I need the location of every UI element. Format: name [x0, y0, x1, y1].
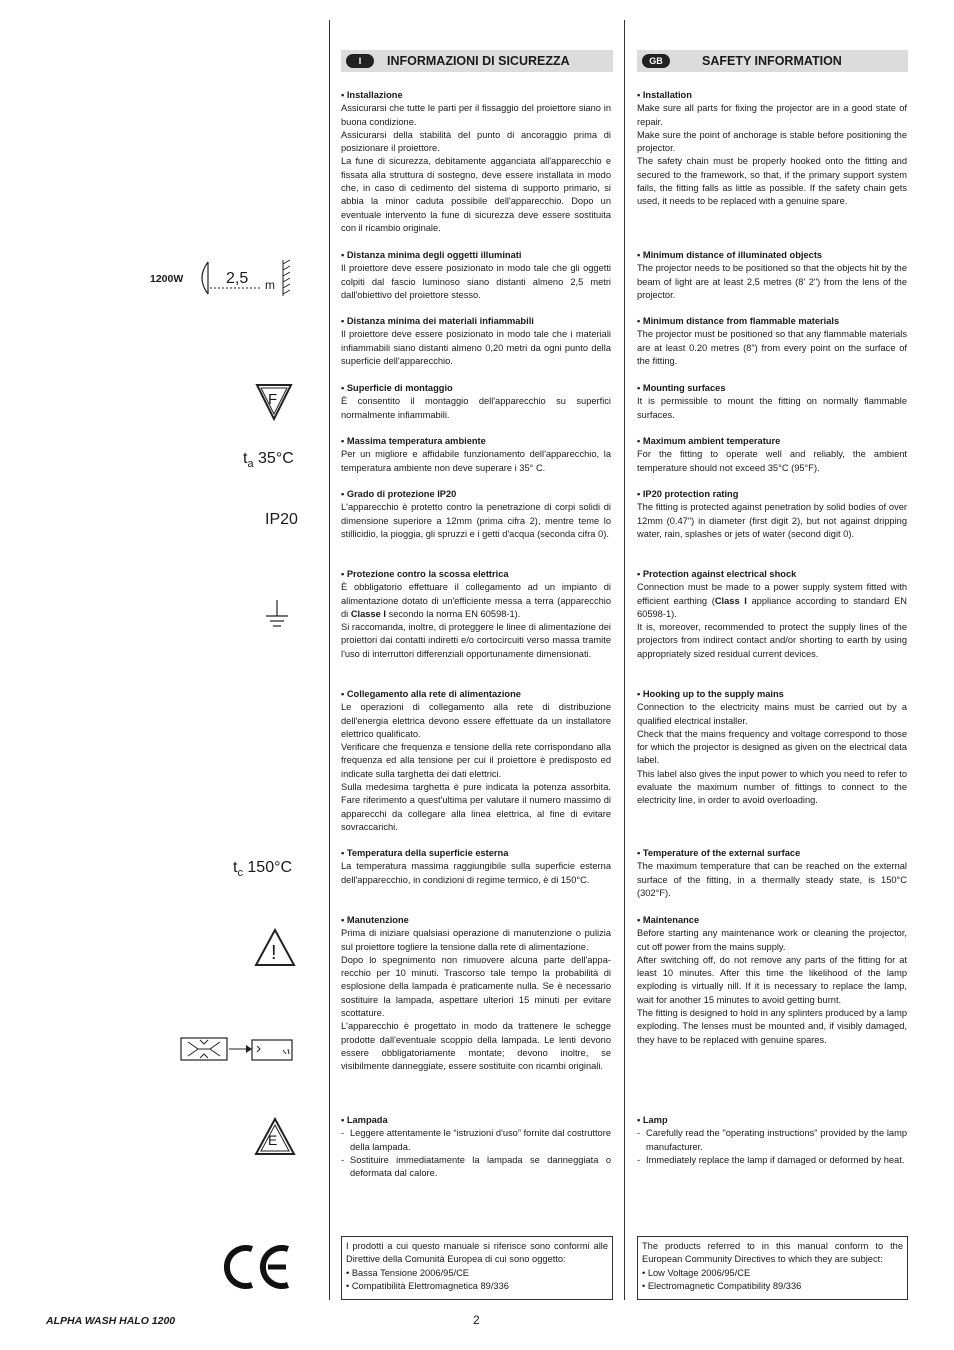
badge-gb: GB: [642, 54, 670, 68]
it-s8-text3: Sulla medesima targhetta è pure indicata la potenza assorbita. Fare riferimento a quest'ultima per valutare il numero massimo di apparecchi da collegare alla linea elettrica, al fine di evitare sovraccarichi.: [341, 782, 611, 832]
it-s1-text3: La fune di sicurezza, debitamente agganciata all'apparecchio e fissata alla struttura di sostegno, deve essere installata in modo che, in caso di cedimento del sistema di supporto primario, si abbia la minor caduta possibile dell'apparecchio. Dopo un eventuale intervento la fune di sicurezza deve essere sostituita con il ricambio originale.: [341, 156, 611, 233]
it-max-ambient-temp: [341, 435, 611, 475]
gb-s2-text: The projector needs to be positioned so that the objects hit by the beam of light are at least 2,5 metres (8' 2") from the lens of the projector.: [637, 263, 907, 300]
gb-s7-class: Class I: [714, 595, 747, 606]
it-s1-text: Assicurarsi che tutte le parti per il fissaggio del proiettore siano in buona condizione.: [341, 103, 611, 127]
lamp-letter: E: [268, 1132, 278, 1148]
it-lamp-item-1: Leggere attentamente le “istruzioni d'uso” fornite dal costruttore della lampada.: [350, 1128, 611, 1152]
ambient-temp: [243, 450, 294, 470]
gb-mains-connection: [637, 688, 907, 808]
it-s2-heading: • Distanza minima degli oggetti illuminati: [341, 250, 522, 260]
tc-prefix: t: [233, 859, 238, 876]
it-conformity-box: [341, 1236, 613, 1300]
center-divider: [624, 20, 625, 1300]
gb-s7-heading: • Protection against electrical shock: [637, 569, 797, 579]
it-s5-text: Per un migliore e affidabile funzionamento dell'apparecchio, la temperatura ambiente non deve superare i 35° C.: [341, 449, 611, 473]
it-s4-heading: • Superficie di montaggio: [341, 383, 453, 393]
it-ip-rating: [341, 488, 611, 541]
header-gb-title: SAFETY INFORMATION: [702, 54, 842, 68]
gb-lamp-item-2: Immediately replace the lamp if damaged or deformed by heat.: [646, 1154, 905, 1165]
gb-s10-text2: After switching off, do not remove any parts of the fitting for at least 10 minutes. After this time the likelihood of the lamp exploding is virtually nill. If it is necessary to replace the lamp, wait for another 15 minutes to avoid getting burnt.: [637, 954, 907, 1005]
flammable-letter: F: [268, 391, 278, 408]
it-surface-temp: [341, 847, 611, 887]
distance-value: 2,5: [226, 270, 249, 287]
gb-s6-heading: • IP20 protection rating: [637, 489, 739, 499]
gb-s1-text2: Make sure the point of anchorage is stable before positioning the projector.: [637, 129, 907, 154]
it-lamp: [341, 1114, 611, 1180]
gb-s5-heading: • Maximum ambient temperature: [637, 436, 781, 446]
it-s9-text: La temperatura massima raggiungibile sulla superficie esterna dell'apparecchio, in condizioni di regime termico, è di 150°C.: [341, 861, 611, 885]
it-mains-connection: [341, 688, 611, 834]
gb-s7-text: [637, 581, 907, 621]
earth-ground-icon: [264, 598, 290, 632]
left-divider: [329, 20, 330, 1300]
it-box-text: I prodotti a cui questo manuale si riferisce sono conformi alle Direttive della Comunità Europea di cui sono oggetto:: [346, 1241, 608, 1265]
it-s6-heading: • Grado di protezione IP20: [341, 489, 457, 499]
gb-s1-text: Make sure all parts for fixing the projector are in a good state of repair.: [637, 103, 907, 127]
gb-s1-heading: • Installation: [637, 90, 692, 100]
gb-s9-text: The maximum temperature that can be reached on the external surface of the fitting, in a thermally steady state, is 150°C (302°F).: [637, 861, 907, 898]
it-mounting-surface: [341, 382, 611, 422]
gb-installation: [637, 89, 907, 209]
it-s7-text3: Si raccomanda, inoltre, di proteggere le linee di alimentazione dei proiettori dai contatti indiretti e/o cortocircuiti verso massa tramite l'uso di interruttori differenziali opportunamente dimensionati.: [341, 622, 611, 659]
gb-s8-text3: This label also gives the input power to which you need to refer to evaluate the maximum number of fittings to connect to the electricity line, in order to avoid overloading.: [637, 768, 907, 806]
header-english: [637, 50, 908, 72]
it-s6-text: L'apparecchio è protetto contro la penetrazione di corpi solidi di dimensione superiore a 12mm (prima cifra 2), mentre teme lo stillicidio, la pioggia, gli spruzzi e i getti d'acqua (seconda cifra 0).: [341, 502, 611, 539]
gb-lamp-item-1: Carefully read the "operating instructions" provided by the lamp manufacturer.: [646, 1128, 907, 1152]
it-s10-text3: L'apparecchio è progettato in modo da trattenere le schegge prodotte dall'eventuale scoppio della lampada. Le lenti devono essere obbligatoriamente montate; devono inoltre, se visibilmente danneggiate, essere sostituite con ricambi originali.: [341, 1021, 611, 1072]
gb-s3-heading: • Minimum distance from flammable materials: [637, 316, 840, 326]
gb-s10-text3: The fitting is designed to hold in any splinters produced by a lamp exploding. The lenses must be mounted and, if visibly damaged, they have to be replaced with genuine spares.: [637, 1008, 907, 1045]
ta-value: 35°C: [258, 450, 294, 467]
gb-lamp-item: - Immediately replace the lamp if damaged or deformed by heat.: [637, 1154, 907, 1167]
gb-maintenance: [637, 914, 907, 1047]
warning-mark: !: [271, 942, 277, 964]
ip-rating: IP20: [265, 511, 298, 528]
power-label: 1200W: [150, 273, 184, 285]
it-electric-shock: [341, 568, 611, 661]
gb-conformity-box: [637, 1236, 908, 1300]
ce-mark-icon: [222, 1243, 294, 1291]
tc-value: 150°C: [247, 859, 293, 876]
it-s5-heading: • Massima temperatura ambiente: [341, 436, 486, 446]
distance-unit: m: [265, 278, 275, 292]
gb-min-distance-objects: [637, 249, 907, 302]
gb-s3-text: The projector must be positioned so that any flammable materials are at least 0.20 metres (8") from every point on the surface of the fitting.: [637, 329, 907, 366]
it-s3-text: Il proiettore deve essere posizionato in modo tale che i materiali infiammabili siano distanti almeno 0,20 metri da ogni punto della superficie dell'apparecchio.: [341, 329, 611, 366]
it-box-line1: • Bassa Tensione 2006/95/CE: [346, 1267, 469, 1278]
page-number: 2: [473, 1313, 480, 1327]
it-installation: [341, 89, 611, 235]
gb-s11-heading: • Lamp: [637, 1115, 668, 1125]
it-s1-heading: • Installazione: [341, 90, 403, 100]
it-s8-text2: Verificare che frequenza e tensione della rete corrispondano alla frequenza ed alla tensione per cui il proiettore è predisposto ed indicate sulla targhetta dei dati elettrici.: [341, 742, 611, 779]
gb-ip-rating: [637, 488, 907, 541]
gb-s1-text3: The safety chain must be properly hooked onto the fitting and secured to the framework, so that, if the primary support system fails, the fitting falls as little as possible. If the safety chain gets used, it needs to be replaced with a genuine spare.: [637, 156, 907, 207]
gb-mounting-surface: [637, 382, 907, 422]
it-s7-text: [341, 581, 611, 621]
it-s10-text2: Dopo lo spegnimento non rimuovere alcuna parte dell'appa-recchio per 10 minuti. Trascorso tale tempo la probabilità di esplosione della lampada è praticamente nulla. Se è necessario sostituire la lampada, aspettare ulteriori 15 minuti per evitare scottature.: [341, 954, 611, 1019]
ta-prefix: t: [243, 450, 248, 467]
gb-s4-text: It is permissible to mount the fitting on normally flammable surfaces.: [637, 396, 907, 420]
it-s7-heading: • Protezione contro la scossa elettrica: [341, 569, 509, 579]
gb-min-distance-flammable: [637, 315, 907, 368]
gb-s5-text: For the fitting to operate well and reliably, the ambient temperature should not exceed 35°C (95°F).: [637, 449, 907, 473]
it-s9-heading: • Temperatura della superficie esterna: [341, 848, 509, 858]
header-italian: [341, 50, 613, 72]
gb-s4-heading: • Mounting surfaces: [637, 383, 726, 393]
it-lamp-item: - Leggere attentamente le “istruzioni d'uso” fornite dal costruttore della lampada.: [341, 1127, 611, 1154]
it-s8-text: Le operazioni di collegamento alla rete di distribuzione dell'energia elettrica devono essere effettuate da un installatore elettrico qualificato.: [341, 702, 611, 739]
gb-s7-text3: It is, moreover, recommended to protect the supply lines of the projectors from indirect contact and/or shorting to earth by using appropriately sized residual current devices.: [637, 622, 907, 659]
it-lamp-item-2: Sostituire immediatamente la lampada se danneggiata o deformata dal calore.: [350, 1154, 611, 1179]
footer-model-name: ALPHA WASH HALO 1200: [46, 1315, 176, 1327]
gb-s7-part1: Connection must be made to a power supply system fitted with efficient earthing (: [637, 582, 907, 606]
gb-box-text: The products referred to in this manual conform to the European Community Directives to which they are subject:: [642, 1241, 903, 1265]
it-s8-heading: • Collegamento alla rete di alimentazione: [341, 689, 521, 699]
gb-lamp: [637, 1114, 907, 1167]
it-maintenance: [341, 914, 611, 1074]
gb-s10-text: Before starting any maintenance work or cleaning the projector, cut off power from the mains supply.: [637, 928, 907, 952]
gb-s6-text: The fitting is protected against penetration by solid bodies of over 12mm (0.47") in diameter (first digit 2), but not against dripping water, rain, splashes or jets of water (second digit 0).: [637, 502, 907, 539]
surface-temp: [233, 859, 292, 879]
header-it-title: INFORMAZIONI DI SICUREZZA: [387, 54, 570, 68]
it-lamp-item: - Sostituire immediatamente la lampada se danneggiata o deformata dal calore.: [341, 1154, 611, 1181]
it-s10-heading: • Manutenzione: [341, 915, 409, 925]
gb-s2-heading: • Minimum distance of illuminated objects: [637, 250, 823, 260]
broken-lens-icon: [180, 1034, 295, 1064]
it-s10-text: Prima di iniziare qualsiasi operazione di manutenzione o pulizia sul proiettore togliere la tensione dalla rete di alimentazione.: [341, 928, 611, 952]
it-s2-text: Il proiettore deve essere posizionato in modo tale che gli oggetti colpiti dal fascio luminoso siano distanti almeno 2,5 metri dall'obiettivo del proiettore stesso.: [341, 263, 611, 300]
gb-max-ambient-temp: [637, 435, 907, 475]
gb-surface-temp: [637, 847, 907, 900]
it-s7-class: Classe I: [350, 608, 386, 619]
it-s7-part2: secondo la norma EN 60598-1).: [385, 608, 521, 619]
gb-s8-text: Connection to the electricity mains must be carried out by a qualified electrical installer.: [637, 702, 907, 726]
tc-sub: c: [237, 867, 243, 880]
it-min-distance-objects: [341, 249, 611, 302]
gb-box-line2: • Electromagnetic Compatibility 89/336: [642, 1280, 802, 1291]
it-s3-heading: • Distanza minima dei materiali infiammabili: [341, 316, 534, 326]
gb-s8-heading: • Hooking up to the supply mains: [637, 689, 784, 699]
gb-box-line1: • Low Voltage 2006/95/CE: [642, 1267, 751, 1278]
it-box-line2: • Compatibilità Elettromagnetica 89/336: [346, 1280, 509, 1291]
badge-it: I: [346, 54, 374, 68]
it-s7-part1: È obbligatorio effettuare il collegamento ad un impianto di alimentazione dotato di un'efficiente messa a terra (apparecchio di: [341, 582, 611, 619]
gb-electric-shock: [637, 568, 907, 661]
gb-s9-heading: • Temperature of the external surface: [637, 848, 801, 858]
it-min-distance-flammable: [341, 315, 611, 368]
it-s11-heading: • Lampada: [341, 1115, 388, 1125]
gb-s7-part2: appliance according to standard EN 60598-1).: [637, 595, 907, 619]
gb-s8-text2: Check that the mains frequency and voltage correspond to those for which the projector is designed as given on the electrical data label.: [637, 728, 907, 766]
ta-sub: a: [247, 458, 254, 471]
gb-lamp-item: - Carefully read the "operating instructions" provided by the lamp manufacturer.: [637, 1127, 907, 1154]
it-s1-text2: Assicurarsi della stabilità del punto di ancoraggio prima di posizionare il proiettore.: [341, 129, 611, 154]
it-s4-text: È consentito il montaggio dell'apparecchio su superfici normalmente infiammabili.: [341, 396, 611, 420]
gb-s10-heading: • Maintenance: [637, 915, 700, 925]
